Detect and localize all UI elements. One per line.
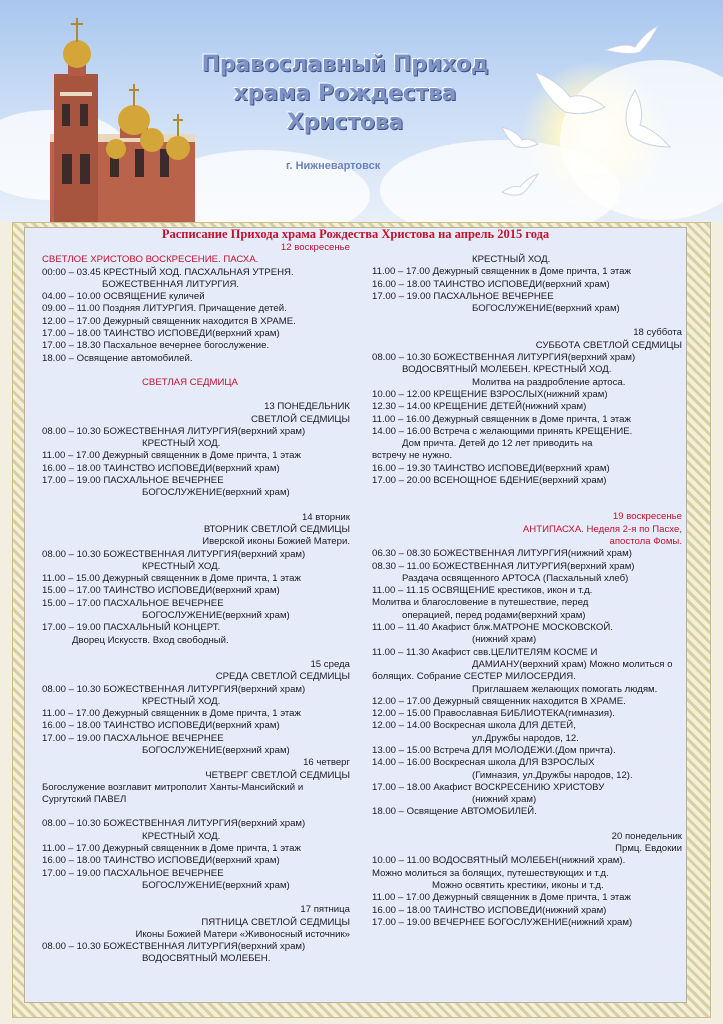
- schedule-line: СУББОТА СВЕТЛОЙ СЕДМИЦЫ: [535, 339, 682, 351]
- spacer: [42, 892, 350, 904]
- schedule-line: КРЕСТНЫЙ ХОД.: [142, 438, 221, 450]
- schedule-line: Богослужение возглавит митрополит Ханты-Мансийский и: [42, 781, 304, 793]
- dove-icon: [615, 85, 675, 155]
- spacer: [372, 315, 682, 327]
- schedule-line: ДАМИАНУ(верхний храм) Можно молиться о: [472, 658, 673, 670]
- spacer: [42, 500, 350, 512]
- schedule-line: КРЕСТНЫЙ ХОД.: [142, 830, 221, 842]
- dove-icon: [530, 62, 610, 122]
- schedule-line: 13 ПОНЕДЕЛЬНИК: [264, 401, 350, 413]
- schedule-line: КРЕСТНЫЙ ХОД.: [142, 695, 221, 707]
- schedule-line: 17.00 – 19.00 ПАСХАЛЬНОЕ ВЕЧЕРНЕЕ: [42, 475, 224, 487]
- schedule-line: 11.00 – 15.00 Дежурный священник в Доме причта, 1 этаж: [42, 573, 301, 585]
- schedule-line: Иверской иконы Божией Матери.: [202, 536, 350, 548]
- schedule-line: Дом причта. Детей до 12 лет приводить на: [402, 438, 593, 450]
- schedule-line: (нижний храм): [472, 794, 537, 806]
- schedule-line: 11.00 – 11.40 Акафист блж.МАТРОНЕ МОСКОВСКОЙ.: [372, 622, 613, 634]
- schedule-line: 16.00 – 18.00 ТАИНСТВО ИСПОВЕДИ(верхний храм): [42, 855, 280, 867]
- city-name: г. Нижневартовск: [286, 160, 381, 172]
- spacer: [42, 389, 350, 401]
- schedule-line: 15.00 – 17.00 ПАСХАЛЬНОЕ ВЕЧЕРНЕЕ: [42, 597, 224, 609]
- schedule-line: Сургутский ПАВЕЛ: [42, 794, 127, 806]
- schedule-line: Прмц. Евдокии: [615, 843, 682, 855]
- schedule-line: 08.00 – 10.30 БОЖЕСТВЕННАЯ ЛИТУРГИЯ(верхний храм): [42, 425, 306, 437]
- dove-icon: [500, 122, 540, 152]
- schedule-line: 16.00 – 18.00 ТАИНСТВО ИСПОВЕДИ(нижний храм): [372, 904, 607, 916]
- schedule-line: 17.00 – 19.00 ВЕЧЕРНЕЕ БОГОСЛУЖЕНИЕ(нижний храм): [372, 916, 633, 928]
- church-illustration: [40, 14, 200, 222]
- schedule-line: 13.00 – 15.00 Встреча ДЛЯ МОЛОДЕЖИ.(Дом причта).: [372, 744, 616, 756]
- schedule-line: 16.00 – 18.00 ТАИНСТВО ИСПОВЕДИ(верхний храм): [42, 462, 280, 474]
- schedule-line: 08.00 – 10.30 БОЖЕСТВЕННАЯ ЛИТУРГИЯ(верхний храм): [372, 352, 636, 364]
- schedule-line: 09.00 – 11.00 Поздняя ЛИТУРГИЯ. Причащение детей.: [42, 303, 287, 315]
- schedule-line: 17.00 – 18.00 ТАИНСТВО ИСПОВЕДИ(верхний храм): [42, 328, 280, 340]
- schedule-line: апостола Фомы.: [609, 535, 682, 547]
- schedule-line: встречу не нужно.: [372, 450, 453, 462]
- schedule-line: СРЕДА СВЕТЛОЙ СЕДМИЦЫ: [215, 671, 350, 683]
- schedule-line: Иконы Божией Матери «Живоносный источник»: [135, 928, 350, 940]
- schedule-line: 10.00 – 12.00 КРЕЩЕНИЕ ВЗРОСЛЫХ(нижний храм): [372, 388, 608, 400]
- header-banner: [0, 0, 723, 222]
- schedule-line: 11.00 – 11.30 Акафист свв.ЦЕЛИТЕЛЯМ КОСМЕ И: [372, 646, 598, 658]
- schedule-line: АНТИПАСХА. Неделя 2-я по Пасхе,: [522, 523, 682, 535]
- schedule-line: Приглашаем желающих помогать людям.: [472, 683, 658, 695]
- schedule-line: 17 пятница: [300, 904, 350, 916]
- schedule-line: 08.00 – 10.30 БОЖЕСТВЕННАЯ ЛИТУРГИЯ(верхний храм): [42, 941, 306, 953]
- schedule-line: 17.00 – 19.00 ПАСХАЛЬНЫЙ КОНЦЕРТ.: [42, 622, 221, 634]
- schedule-line: 16.00 – 19.30 ТАИНСТВО ИСПОВЕДИ(верхний храм): [372, 462, 610, 474]
- schedule-line: 16.00 – 18.00 ТАИНСТВО ИСПОВЕДИ(верхний храм): [42, 720, 280, 732]
- spacer: [372, 819, 682, 831]
- schedule-line: ВОДОСВЯТНЫЙ МОЛЕБЕН.: [142, 953, 271, 965]
- schedule-line: Можно молиться за болящих, путешествующих и т.д.: [372, 867, 609, 879]
- schedule-line: БОГОСЛУЖЕНИЕ(верхний храм): [142, 879, 290, 891]
- schedule-line: 14.00 – 16.00 Воскресная школа ДЛЯ ВЗРОСЛЫХ: [372, 757, 595, 769]
- schedule-line: 17.00 – 18.30 Пасхальное вечернее богослужение.: [42, 340, 270, 352]
- schedule-line: Можно освятить крестики, иконы и т.д.: [432, 879, 604, 891]
- schedule-line: болящих. Собрание СЕСТЕР МИЛОСЕРДИЯ.: [372, 671, 576, 683]
- schedule-line: 14 вторник: [301, 511, 350, 523]
- schedule-line: БОГОСЛУЖЕНИЕ(верхний храм): [142, 610, 290, 622]
- schedule-line: операцией, перед родами(верхний храм): [402, 609, 586, 621]
- schedule-line: Раздача освященного АРТОСА (Пасхальный хлеб): [402, 572, 629, 584]
- schedule-line: (нижний храм): [472, 634, 537, 646]
- spacer: [42, 365, 350, 377]
- schedule-line: 11.00 – 11.15 ОСВЯЩЕНИЕ крестиков, икон и т.д.: [372, 585, 593, 597]
- schedule-line: 16 четверг: [303, 757, 350, 769]
- schedule-line: Молитва и благословение в путешествие, перед: [372, 597, 589, 609]
- schedule-line: 10.00 – 11.00 ВОДОСВЯТНЫЙ МОЛЕБЕН(нижний храм).: [372, 855, 626, 867]
- schedule-line: БОЖЕСТВЕННАЯ ЛИТУРГИЯ.: [102, 278, 240, 290]
- dove-icon: [600, 22, 660, 62]
- dove-icon: [500, 172, 540, 202]
- schedule-line: 15.00 – 17.00 ТАИНСТВО ИСПОВЕДИ(верхний храм): [42, 585, 280, 597]
- schedule-line: Дворец Искусств. Вход свободный.: [72, 634, 229, 646]
- schedule-line: (Гимназия, ул.Дружбы народов, 12).: [472, 769, 633, 781]
- schedule-line: 11.00 – 17.00 Дежурный священник в Доме причта, 1 этаж: [42, 708, 301, 720]
- schedule-line: 14.00 – 16.00 Встреча с желающими принять КРЕЩЕНИЕ.: [372, 425, 633, 437]
- schedule-line: 17.00 – 18.00 Акафист ВОСКРЕСЕНИЮ ХРИСТОВУ: [372, 781, 605, 793]
- schedule-line: 12.00 – 15.00 Православная БИБЛИОТЕКА(гимназия).: [372, 708, 615, 720]
- spacer: [372, 487, 682, 511]
- schedule-line: 08.00 – 10.30 БОЖЕСТВЕННАЯ ЛИТУРГИЯ(верхний храм): [42, 818, 306, 830]
- schedule-line: 12.30 – 14.00 КРЕЩЕНИЕ ДЕТЕЙ(нижний храм): [372, 401, 587, 413]
- schedule-line: ул.Дружбы народов, 12.: [472, 732, 579, 744]
- schedule-line: 12.00 – 14.00 Воскресная школа ДЛЯ ДЕТЕЙ,: [372, 720, 576, 732]
- schedule-line: 20 понедельник: [611, 830, 682, 842]
- schedule-line: 11.00 – 17.00 Дежурный священник в Доме причта, 1 этаж: [42, 843, 301, 855]
- schedule-line: 17.00 – 19.00 ПАСХАЛЬНОЕ ВЕЧЕРНЕЕ: [42, 867, 224, 879]
- schedule-line: 18.00 – Освящение автомобилей.: [42, 352, 193, 364]
- schedule-line: 17.00 – 20.00 ВСЕНОЩНОЕ БДЕНИЕ(верхний храм): [372, 475, 607, 487]
- schedule-line: 17.00 – 19.00 ПАСХАЛЬНОЕ ВЕЧЕРНЕЕ: [372, 290, 554, 302]
- schedule-line: 06.30 – 08.30 БОЖЕСТВЕННАЯ ЛИТУРГИЯ(нижний храм): [372, 548, 632, 560]
- schedule-line: КРЕСТНЫЙ ХОД.: [472, 254, 551, 265]
- schedule-line: Молитва на раздробление артоса.: [472, 376, 626, 388]
- title-line: храма Рождества: [233, 81, 457, 106]
- title-line: Православный Приход: [201, 52, 489, 77]
- schedule-line: 11.00 – 17.00 Дежурный священник в Доме причта, 1 этаж: [42, 450, 301, 462]
- spacer: [372, 242, 682, 254]
- schedule-line: 12.00 – 17.00 Дежурный священник находится В ХРАМЕ.: [372, 695, 626, 707]
- spacer: [42, 647, 350, 659]
- schedule-line: 11.00 – 17.00 Дежурный священник в Доме причта, 1 этаж: [372, 266, 631, 278]
- schedule-line: 16.00 – 18.00 ТАИНСТВО ИСПОВЕДИ(верхний храм): [372, 278, 610, 290]
- schedule-line: 18.00 – Освящение АВТОМОБИЛЕЙ.: [372, 806, 537, 818]
- schedule-line: 08.30 – 11.00 БОЖЕСТВЕННАЯ ЛИТУРГИЯ(верхний храм): [372, 560, 635, 572]
- schedule-line: 12 воскресенье: [280, 242, 350, 253]
- schedule-line: 08.00 – 10.30 БОЖЕСТВЕННАЯ ЛИТУРГИЯ(верхний храм): [42, 548, 306, 560]
- title-block: [200, 50, 490, 137]
- schedule-line: ВТОРНИК СВЕТЛОЙ СЕДМИЦЫ: [203, 523, 350, 535]
- spacer: [42, 806, 350, 818]
- schedule-line: ЧЕТВЕРГ СВЕТЛОЙ СЕДМИЦЫ: [205, 769, 350, 781]
- schedule-line: СВЕТЛАЯ СЕДМИЦА: [142, 376, 238, 388]
- schedule-line: 17.00 – 19.00 ПАСХАЛЬНОЕ ВЕЧЕРНЕЕ: [42, 732, 224, 744]
- schedule-line: 08.00 – 10.30 БОЖЕСТВЕННАЯ ЛИТУРГИЯ(верхний храм): [42, 683, 306, 695]
- schedule-line: СВЕТЛОЙ СЕДМИЦЫ: [251, 413, 350, 425]
- schedule-line: БОГОСЛУЖЕНИЕ(верхний храм): [142, 487, 290, 499]
- schedule-line: 18 суббота: [633, 327, 682, 339]
- schedule-line: 11.00 – 16.00 Дежурный священник в Доме причта, 1 этаж: [372, 413, 631, 425]
- schedule-line: БОГОСЛУЖЕНИЕ(верхний храм): [472, 303, 620, 315]
- schedule-line: 04.00 – 10.00 ОСВЯЩЕНИЕ куличей: [42, 291, 205, 303]
- schedule-line: ПЯТНИЦА СВЕТЛОЙ СЕДМИЦЫ: [201, 916, 350, 928]
- schedule-column-left: [42, 242, 350, 966]
- schedule-line: БОГОСЛУЖЕНИЕ(верхний храм): [142, 744, 290, 756]
- schedule-column-right: [372, 242, 682, 929]
- schedule-line: 19 воскресенье: [612, 511, 682, 523]
- schedule-line: КРЕСТНЫЙ ХОД.: [142, 560, 221, 572]
- schedule-headline: Расписание Прихода храма Рождества Христова на апрель 2015 года: [161, 227, 550, 241]
- schedule-line: 15 среда: [310, 658, 350, 670]
- schedule-line: СВЕТЛОЕ ХРИСТОВО ВОСКРЕСЕНИЕ. ПАСХА.: [42, 254, 259, 266]
- schedule-line: 00:00 – 03.45 КРЕСТНЫЙ ХОД. ПАСХАЛЬНАЯ УТРЕНЯ.: [42, 266, 294, 278]
- title-line: Христова: [286, 110, 404, 135]
- schedule-line: 12.00 – 17.00 Дежурный священник находится В ХРАМЕ.: [42, 315, 296, 327]
- schedule-line: ВОДОСВЯТНЫЙ МОЛЕБЕН. КРЕСТНЫЙ ХОД.: [402, 364, 612, 376]
- schedule-line: 11.00 – 17.00 Дежурный священник в Доме причта, 1 этаж: [372, 892, 631, 904]
